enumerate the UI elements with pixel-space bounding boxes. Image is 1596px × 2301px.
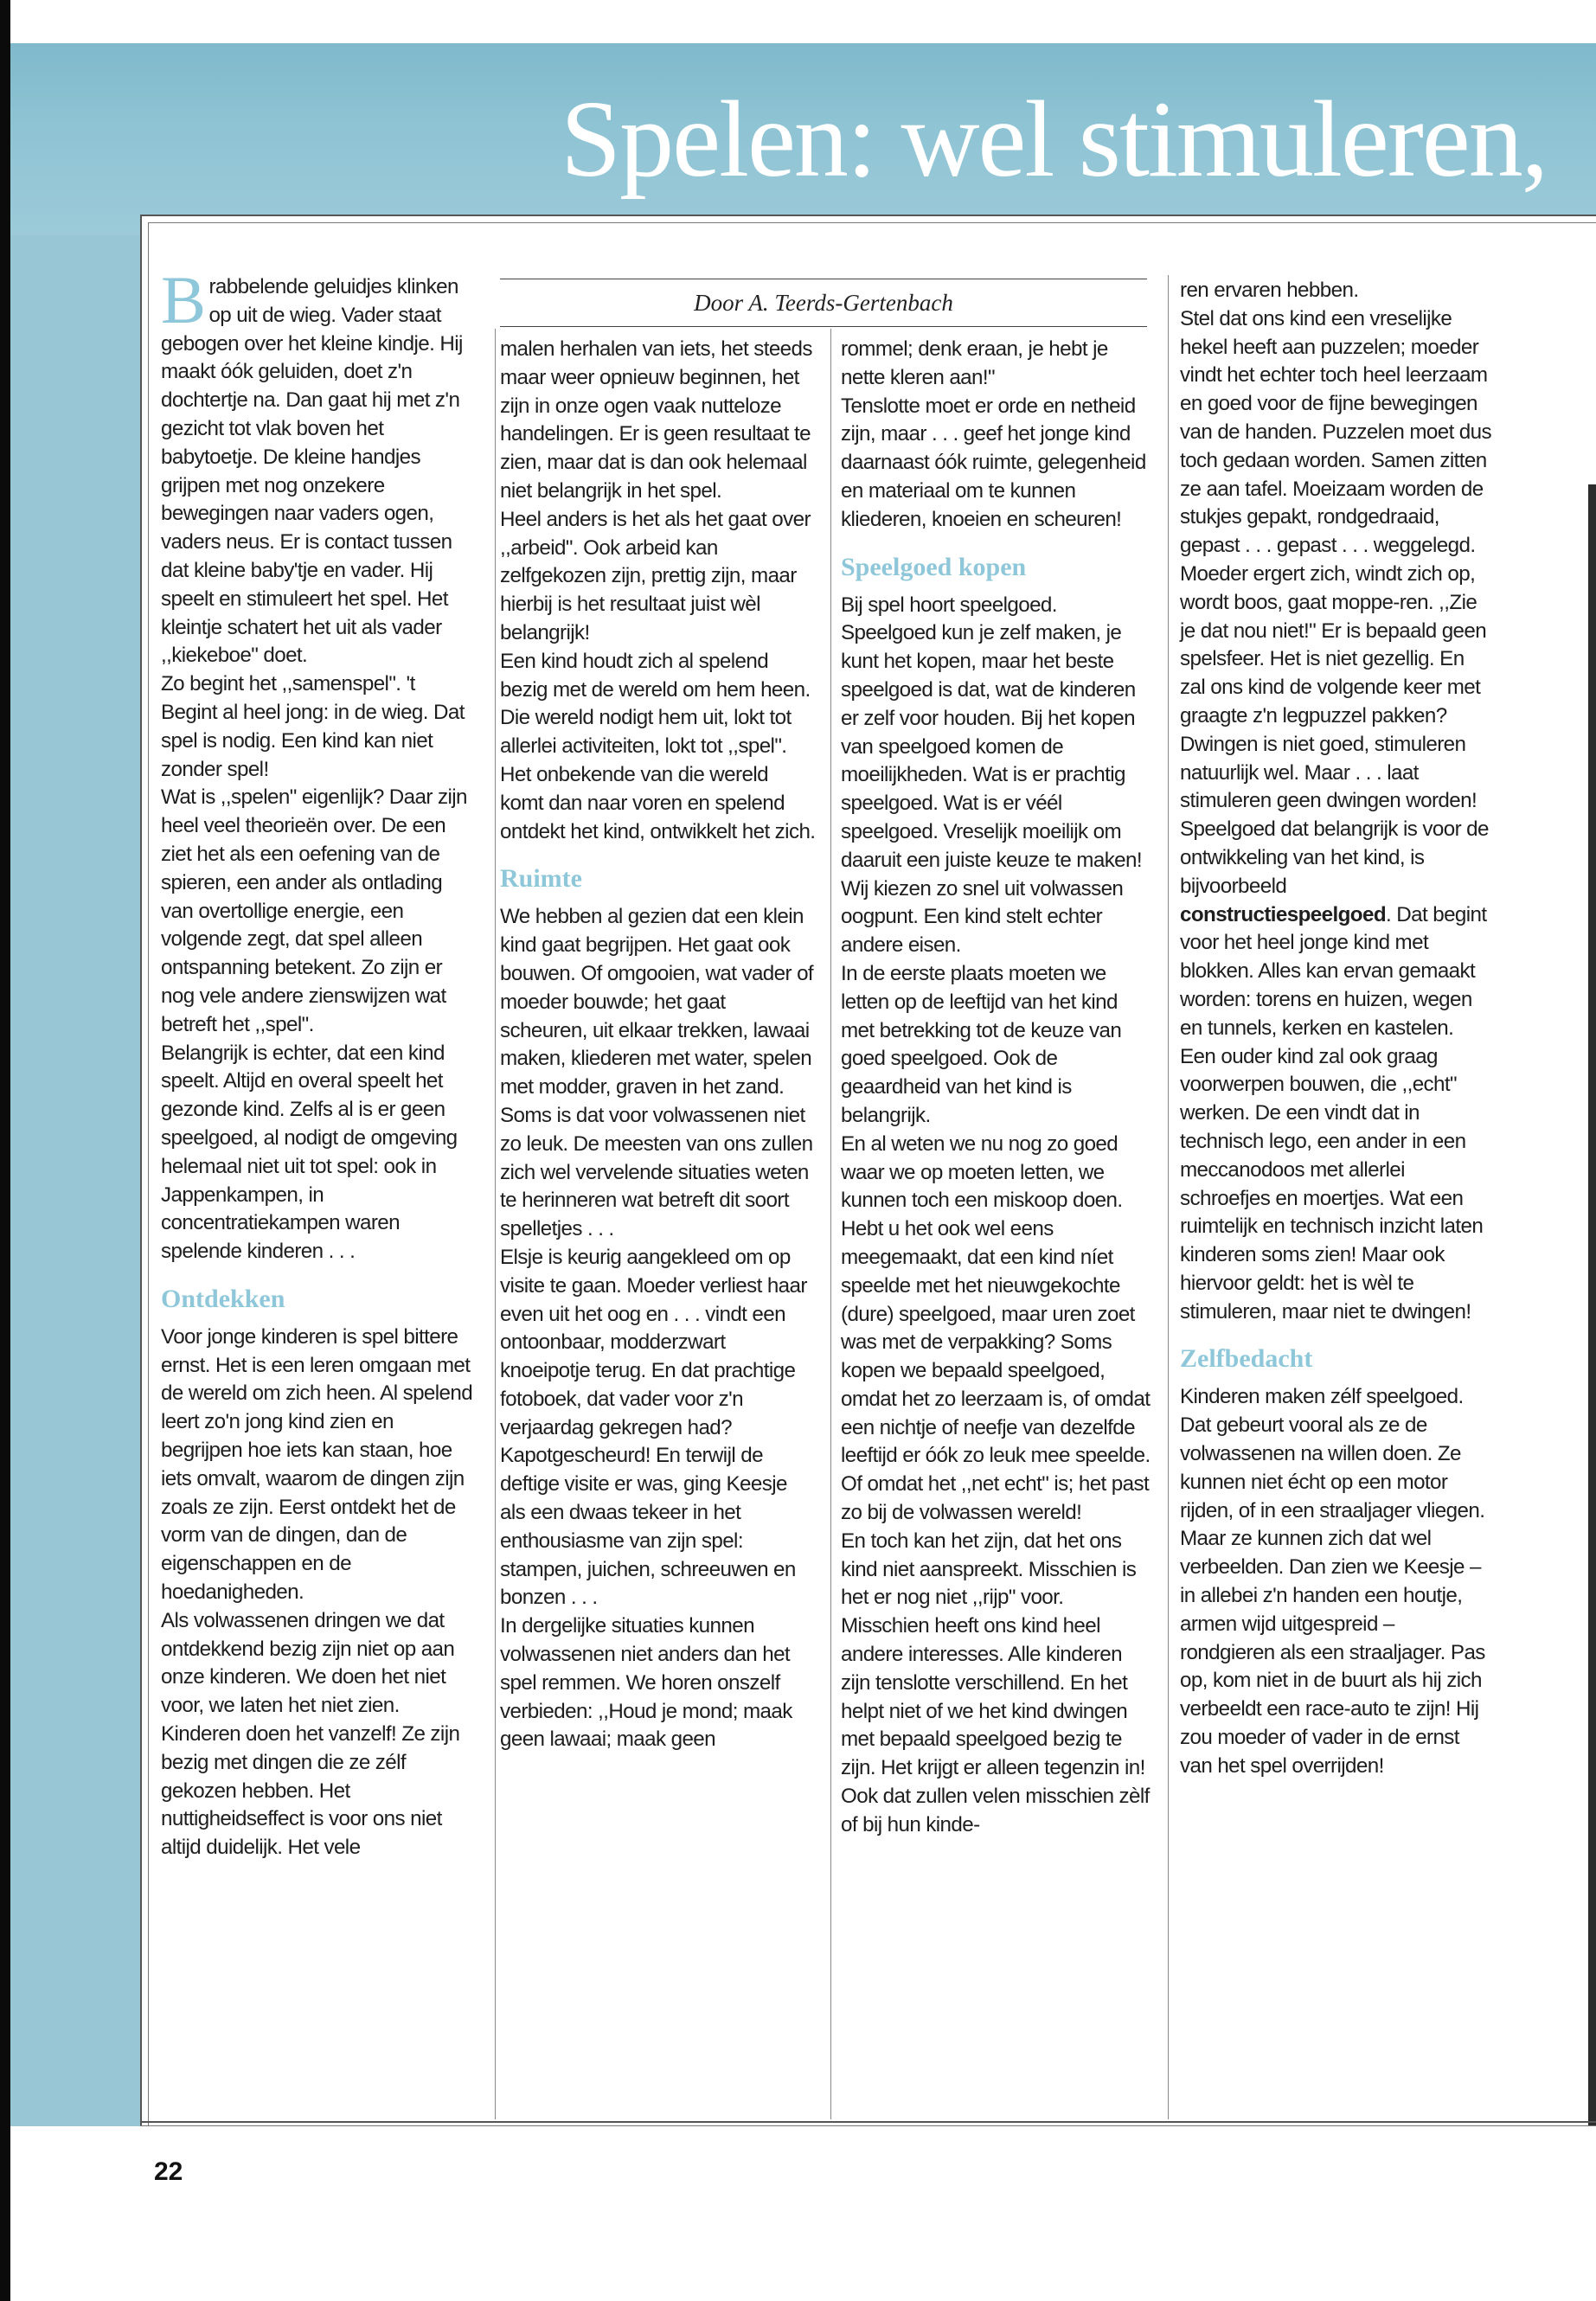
article-column-3 xyxy=(841,336,1154,1840)
body-text-part: . Dat begint voor het heel jonge kind met blokken. Alles kan ervan gemaakt worden: torens en huizen, wegen en tunnels, kerken en kastelen. Een ouder kind zal ook graag voorwerpen bouwen, die ,,echt" werken. De een vindt dat in technisch lego, een ander in een meccanodoos met allerlei schroefjes en moertjes. Wat een ruimtelijk en technisch inzicht laten kinderen soms zien! Maar ook hiervoor geldt: het is wèl te stimuleren, maar niet te dwingen! xyxy=(1180,902,1487,1324)
byline: Door A. Teerds-Gertenbach xyxy=(500,279,1147,327)
body-text: Bij spel hoort speelgoed. Speelgoed kun je zelf maken, je kunt het kopen, maar het beste speelgoed is dat, wat de kinderen er zelf voor houden. Bij het kopen van speelgoed komen de moeilijkheden. Wat is er prachtig speelgoed. Wat is er véél speelgoed. Vreselijk moeilijk om daaruit een juiste keuze te maken! Wij kiezen zo snel uit volwassen oogpunt. Een kind stelt echter andere eisen. In de eerste plaats moeten we letten op de leeftijd van het kind met betrekking tot de keuze van goed speelgoed. Ook de geaardheid van het kind is belangrijk. En al weten we nu nog zo goed waar we op moeten letten, we kunnen toch een miskoop doen. Hebt u het ook wel eens meegemaakt, dat een kind níet speelde met het nieuwgekochte (dure) speelgoed, maar uren zoet was met de verpakking? Soms kopen we bepaald speelgoed, omdat het zo leerzaam is, of omdat een nichtje of neefje van dezelfde leeftijd er óók zo leuk mee speelde. Of omdat het ,,net echt" is; het past zo bij de volwassen wereld! En toch kan het zijn, dat het ons kind niet aanspreekt. Misschien is het er nog niet ,,rijp" voor. Misschien heeft ons kind heel andere interesses. Alle kinderen zijn tenslotte verschillend. En het helpt niet of we het kind dwingen met bepaald speelgoed bezig te zijn. Het krijgt er alleen tegenzin in! Ook dat zullen velen misschien zèlf of bij hun kinde- xyxy=(841,593,1151,1836)
article-column-4 xyxy=(1180,277,1493,1781)
section-heading-ontdekken: Ontdekken xyxy=(161,1284,285,1313)
body-text: Voor jonge kinderen is spel bittere ernst. Het is een leren omgaan met de wereld om zich heen. Al spelend leert zo'n jong kind zien en begrijpen hoe iets kan staan, hoe iets omvalt, waarom de dingen zijn zoals ze zijn. Eerst ontdekt het de vorm van de dingen, dan de eigenschappen en de hoedanigheden. Als volwassenen dringen we dat ontdekkend bezig zijn niet op aan onze kinderen. We doen het niet voor, we laten het niet zien. Kinderen doen het vanzelf! Ze zijn bezig met dingen die ze zélf gekozen hebben. Het nuttigheidseffect is voor ons niet altijd duidelijk. Het vele xyxy=(161,1324,473,1860)
body-text: Kinderen maken zélf speelgoed. Dat gebeurt vooral als ze de volwassenen na willen doen. Ze kunnen niet écht op een motor rijden, of in een straaljager vliegen. Maar ze kunnen zich dat wel verbeelden. Dan zien we Keesje – in allebei z'n handen een houtje, armen wijd uitgespreid – rondgieren als een straaljager. Pas op, kom niet in de buurt als hij zich verbeeldt een race-auto te zijn! Hij zou moeder of vader in de ernst van het spel overrijden! xyxy=(1180,1385,1485,1778)
section-heading-ruimte: Ruimte xyxy=(500,864,582,894)
section-heading-zelfbedacht: Zelfbedacht xyxy=(1180,1344,1313,1374)
page-bottom xyxy=(10,2126,1596,2301)
article-frame-bottom xyxy=(140,2121,1596,2126)
body-text: rommel; denk eraan, je hebt je nette kleren aan!" Tenslotte moet er orde en netheid zijn, maar . . . geef het jonge kind daarnaast óók ruimte, gelegenheid en materiaal om te kunnen kliederen, knoeien en scheuren! xyxy=(841,337,1146,531)
article-column-1 xyxy=(161,262,476,1862)
body-text xyxy=(1180,277,1493,1326)
article-column-2 xyxy=(500,336,817,1754)
section-heading-speelgoed-kopen: Speelgoed kopen xyxy=(841,552,1027,581)
body-text: We hebben al gezien dat een klein kind gaat begrijpen. Het gaat ook bouwen. Of omgooien, wat vader of moeder bouwde; het gaat scheuren, uit elkaar trekken, lawaai maken, kliederen met water, spelen met modder, graven in het zand. Soms is dat voor volwassenen niet zo leuk. De meesten van ons zullen zich wel vervelende situaties weten te herinneren wat betreft dit soort spelletjes . . . Elsje is keurig aangekleed om op visite te gaan. Moeder verliest haar even uit het oog en . . . vindt een ontoonbaar, modderzwart knoeipotje terug. En dat prachtige fotoboek, dat vader voor z'n verjaardag gekregen had? Kapotgescheurd! En terwijl de deftige visite er was, ging Keesje als een dwaas tekeer in het enthousiasme van zijn spel: stampen, juichen, schreeuwen en bonzen . . . In dergelijke situaties kunnen volwassenen niet anders dan het spel remmen. We horen onszelf verbieden: ,,Houd je mond; maak geen lawaai; maak geen xyxy=(500,905,814,1752)
body-text-part: ren ervaren hebben. Stel dat ons kind een vreselijke hekel heeft aan puzzelen; moeder vindt het echter toch heel leerzaam en goed voor de fijne bewegingen van de handen. Puzzelen moet dus toch gedaan worden. Samen zitten ze aan tafel. Moeizaam worden de stukjes gepakt, rondgedraaid, gepast . . . gepast . . . weggelegd. Moeder ergert zich, windt zich op, wordt boos, gaat moppe-ren. ,,Zie je dat nou niet!" Er is bepaald geen spelsfeer. Het is niet gezellig. En zal ons kind de volgende keer met graagte z'n legpuzzel pakken? Dwingen is niet goed, stimuleren natuurlijk wel. Maar . . . laat stimuleren geen dwingen worden! Speelgoed dat belangrijk is voor de ontwikkeling van het kind, is bijvoorbeeld xyxy=(1180,279,1492,898)
column-divider xyxy=(830,329,831,2119)
scan-edge xyxy=(0,0,10,2301)
page-title: Spelen: wel stimuleren, xyxy=(561,80,1548,200)
body-text: rabbelende geluidjes klinken op uit de wieg. Vader staat gebogen over het kleine kindje. Hij maakt óók geluiden, doet z'n dochtertje na. Dan gaat hij met z'n gezicht tot vlak boven het babytoetje. De kleine handjes grijpen met nog onzekere bewegingen naar vaders ogen, vaders neus. Er is contact tussen dat kleine baby'tje en vader. Hij speelt en stimuleert het spel. Het kleintje schatert het uit als vader ,,kiekeboe" doet. Zo begint het ,,samenspel". 't Begint al heel jong: in de wieg. Dat spel is nodig. Een kind kan niet zonder spel! Wat is ,,spelen" eigenlijk? Daar zijn heel veel theorieën over. De een ziet het als een oefening van de spieren, een ander als ontlading van overtollige energie, een volgende zegt, dat spel alleen ontspanning betekent. Zo zijn er nog vele andere zienswijzen wat betreft het ,,spel". Belangrijk is echter, dat een kind speelt. Altijd en overal speelt het gezonde kind. Zelfs al is er geen speelgoed, al nodigt de omgeving helemaal niet uit tot spel: ook in Jappenkampen, in concentratiekampen waren spelende kinderen . . . xyxy=(161,275,467,1264)
column-divider xyxy=(495,329,496,2119)
scan-right-edge xyxy=(1588,484,1596,2128)
body-text: malen herhalen van iets, het steeds maar weer opnieuw beginnen, het zijn in onze ogen vaak nutteloze handelingen. Er is geen resultaat te zien, maar dat is dan ook helemaal niet belangrijk in het spel. Heel anders is het als het gaat over ,,arbeid". Ook arbeid kan zelfgekozen zijn, prettig zijn, maar hierbij is het resultaat juist wèl belangrijk! Een kind houdt zich al spelend bezig met de wereld om hem heen. Die wereld nodigt hem uit, lokt tot allerlei activiteiten, lokt tot ,,spel". Het onbekende van die wereld komt dan naar voren en spelend ontdekt het kind, ontwikkelt het zich. xyxy=(500,337,816,843)
column-divider xyxy=(1168,275,1169,2119)
top-margin xyxy=(0,0,1596,43)
page-number: 22 xyxy=(154,2157,183,2186)
drop-cap: B xyxy=(161,262,206,337)
emphasis-term: constructiespeelgoed xyxy=(1180,902,1387,926)
